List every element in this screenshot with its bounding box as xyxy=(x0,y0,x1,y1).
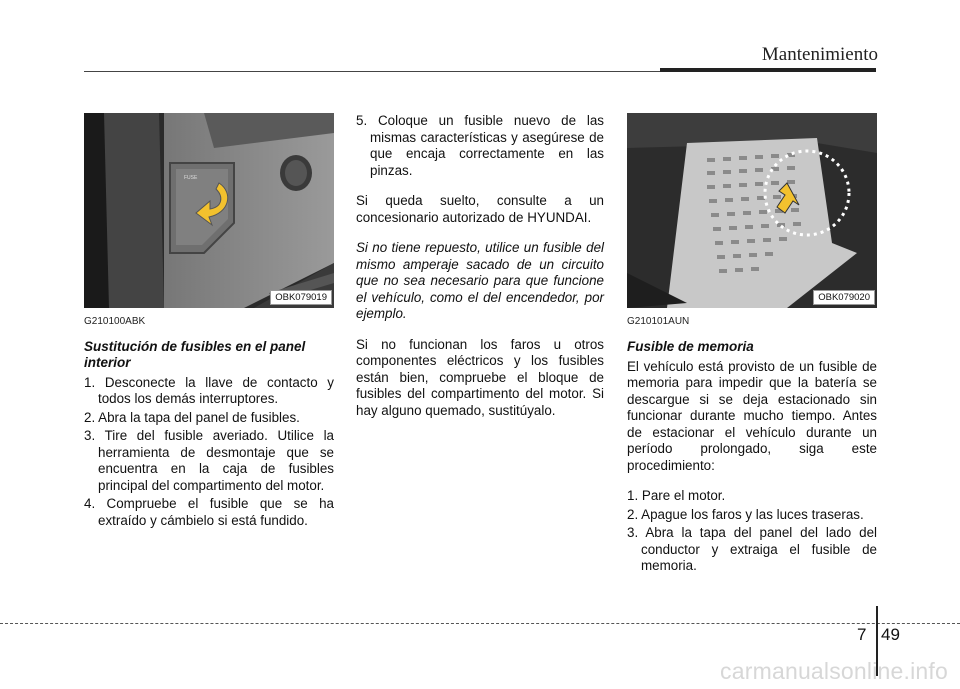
column-middle xyxy=(356,113,604,433)
list-item: 2. Apague los faros y las luces traseras. xyxy=(627,506,864,522)
section-title: Sustitución de fusibles en el panel interior xyxy=(84,338,306,370)
footer-rule xyxy=(0,623,960,624)
note-paragraph: Si no tiene repuesto, utilice un fusible del mismo amperaje sacado de un circuito que no sea necesario para que funcione el vehículo, como el del encendedor, por ejemplo. xyxy=(356,240,604,321)
fuse-block-illustration xyxy=(627,113,877,308)
list-item: 1. Pare el motor. xyxy=(627,488,726,503)
page-number: 49 xyxy=(881,625,900,644)
column-right xyxy=(627,310,877,577)
watermark: carmanualsonline.info xyxy=(720,658,948,684)
paragraph: Si no funcionan los faros u otros componentes eléctricos y los fusibles están bien, compruebe el bloque de fusibles del compartimento del motor. Si hay alguno quemado, sustitúyalo. xyxy=(356,336,604,418)
image-reference-label: OBK079020 xyxy=(813,290,875,305)
chapter-number: 7 xyxy=(857,625,867,644)
list-item: 5. Coloque un fusible nuevo de las mismas características y asegúrese de que encaja correctamente en las pinzas. xyxy=(356,113,604,178)
header-rule xyxy=(84,71,660,72)
paragraph: El vehículo está provisto de un fusible de memoria para impedir que la batería se descargue si se deja estacionado sin funcionar durante mucho tiempo. Antes de estacionar el vehículo durante un período prolongado, siga este procedimiento: xyxy=(627,358,877,473)
list-item: 3. Tire del fusible averiado. Utilice la herramienta de desmontaje que se encuentra en la caja de fusibles principal del compartimento del motor. xyxy=(84,428,334,493)
fuse-panel-illustration xyxy=(84,113,334,308)
section-code: G210101AUN xyxy=(627,316,690,327)
fuse-block-photo xyxy=(627,113,877,308)
list-item: 3. Abra la tapa del panel del lado del conductor y extraiga el fusible de memoria. xyxy=(627,525,877,573)
column-left xyxy=(84,310,334,531)
list-item: 1. Desconecte la llave de contacto y todos los demás interruptores. xyxy=(84,374,334,406)
list-item: 4. Compruebe el fusible que se ha extraído y cámbielo si está fundido. xyxy=(84,496,334,528)
paragraph: Si queda suelto, consulte a un concesionario autorizado de HYUNDAI. xyxy=(356,193,604,225)
fuse-panel-photo xyxy=(84,113,334,308)
list-item: 2. Abra la tapa del panel de fusibles. xyxy=(84,409,300,425)
header-rule-accent xyxy=(660,68,876,72)
page-header-title: Mantenimiento xyxy=(761,44,878,65)
image-reference-label: OBK079019 xyxy=(270,290,332,305)
section-code: G210100ABK xyxy=(84,316,146,327)
fuse-label-text: FUSE xyxy=(184,175,198,181)
section-title: Fusible de memoria xyxy=(627,338,754,354)
